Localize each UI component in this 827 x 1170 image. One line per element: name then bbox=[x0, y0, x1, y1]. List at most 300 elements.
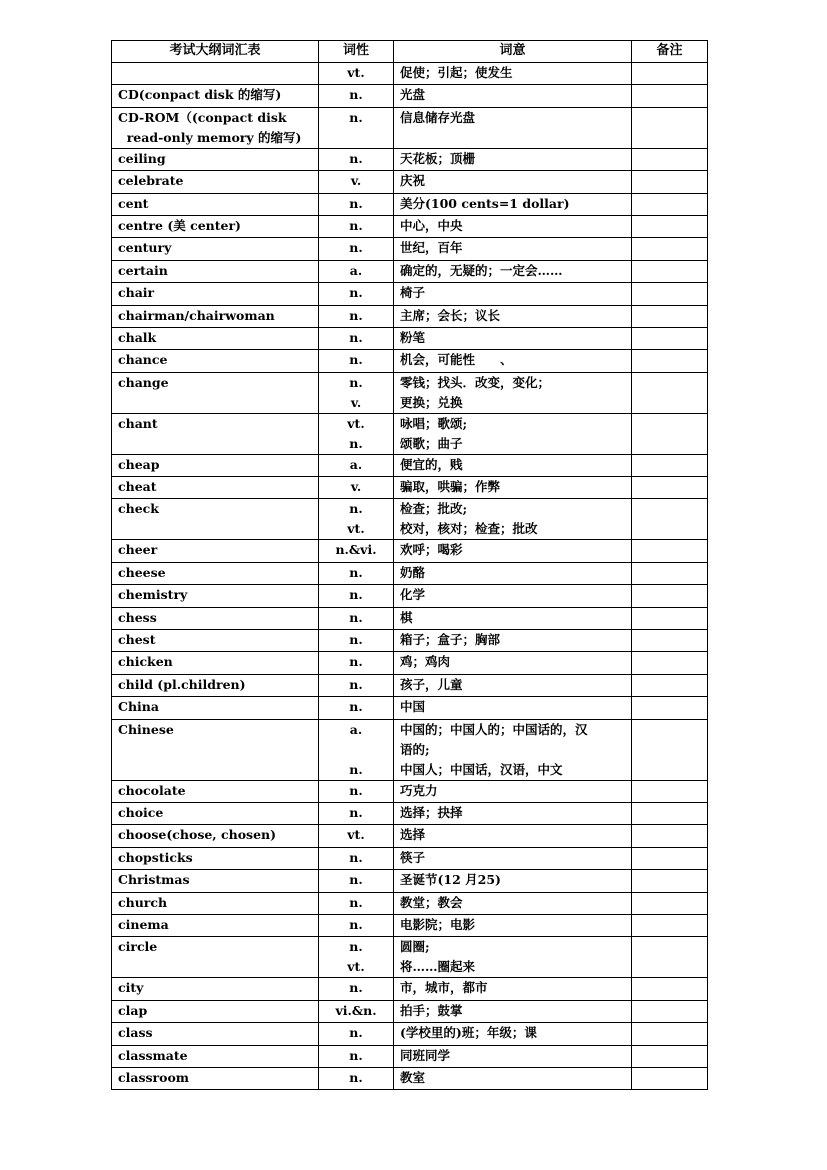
pos-cell bbox=[319, 802, 394, 824]
pos-cell bbox=[319, 652, 394, 674]
table-row bbox=[112, 499, 708, 540]
pos-cell bbox=[319, 937, 394, 978]
pos-cell bbox=[319, 870, 394, 892]
header-meaning: 词意 bbox=[394, 41, 632, 63]
pos-cell bbox=[319, 260, 394, 282]
word-cell-line: read-only memory 的缩写) bbox=[118, 129, 302, 145]
pos-cell-line: a. bbox=[349, 456, 363, 472]
note-cell bbox=[632, 978, 708, 1000]
note-cell-line bbox=[638, 499, 701, 519]
pos-cell-line: v. bbox=[350, 173, 362, 189]
note-cell bbox=[632, 607, 708, 629]
meaning-cell bbox=[394, 85, 632, 107]
pos-cell-line: n. bbox=[349, 782, 363, 798]
meaning-cell-line: 教堂；教会 bbox=[400, 894, 463, 910]
table-row bbox=[112, 780, 708, 802]
meaning-cell bbox=[394, 697, 632, 719]
pos-cell bbox=[319, 63, 394, 85]
meaning-cell-line: 鸡；鸡肉 bbox=[400, 654, 451, 670]
meaning-cell-line: 天花板；顶栅 bbox=[400, 150, 476, 166]
word-cell-line: cheat bbox=[118, 479, 157, 495]
pos-cell bbox=[319, 305, 394, 327]
meaning-cell bbox=[394, 477, 632, 499]
meaning-cell bbox=[394, 350, 632, 372]
note-cell-line bbox=[638, 283, 701, 303]
pos-cell bbox=[319, 562, 394, 584]
meaning-cell bbox=[394, 607, 632, 629]
meaning-cell-line: 颂歌；曲子 bbox=[400, 435, 463, 451]
word-cell bbox=[112, 978, 319, 1000]
meaning-cell-line: (学校里的)班；年级；课 bbox=[400, 1025, 537, 1041]
word-cell-line: chest bbox=[118, 632, 156, 648]
word-cell bbox=[112, 327, 319, 349]
note-cell bbox=[632, 585, 708, 607]
pos-cell-line: a. bbox=[349, 721, 363, 737]
word-cell bbox=[112, 171, 319, 193]
table-row bbox=[112, 283, 708, 305]
word-cell-line: church bbox=[118, 894, 168, 910]
meaning-cell-line: 确定的，无疑的；一定会…… bbox=[400, 262, 563, 278]
meaning-cell bbox=[394, 719, 632, 780]
pos-cell-line: n. bbox=[349, 609, 363, 625]
note-cell bbox=[632, 719, 708, 780]
word-cell bbox=[112, 630, 319, 652]
table-row bbox=[112, 350, 708, 372]
meaning-cell-line: 咏唱；歌颂; bbox=[400, 415, 468, 431]
pos-cell-line: n. bbox=[349, 939, 363, 955]
note-cell-line bbox=[638, 414, 701, 434]
pos-cell-line: n. bbox=[349, 849, 363, 865]
meaning-cell-line: 中国人；中国话，汉语，中文 bbox=[400, 761, 563, 777]
header-word: 考试大纲词汇表 bbox=[112, 41, 319, 63]
meaning-cell-line: 庆祝 bbox=[400, 173, 426, 189]
word-cell-line: chopsticks bbox=[118, 849, 193, 865]
pos-cell bbox=[319, 674, 394, 696]
table-row bbox=[112, 215, 708, 237]
word-cell bbox=[112, 305, 319, 327]
meaning-cell-line: 教室 bbox=[400, 1069, 426, 1085]
pos-cell-line: n. bbox=[349, 307, 363, 323]
word-cell-line: cinema bbox=[118, 916, 169, 932]
word-cell bbox=[112, 63, 319, 85]
meaning-cell bbox=[394, 562, 632, 584]
word-cell-line: celebrate bbox=[118, 173, 184, 189]
meaning-cell-line: 拍手；鼓掌 bbox=[400, 1002, 463, 1018]
word-cell-line: CD(conpact disk 的缩写) bbox=[118, 87, 282, 103]
note-cell bbox=[632, 562, 708, 584]
note-cell-line bbox=[638, 720, 701, 740]
note-cell-line bbox=[638, 848, 701, 868]
pos-cell-line: n. bbox=[349, 676, 363, 692]
meaning-cell bbox=[394, 1045, 632, 1067]
meaning-cell-line: 信息储存光盘 bbox=[400, 109, 476, 125]
meaning-cell bbox=[394, 1023, 632, 1045]
note-cell-line bbox=[638, 328, 701, 348]
meaning-cell bbox=[394, 372, 632, 413]
meaning-cell bbox=[394, 847, 632, 869]
word-cell-line: change bbox=[118, 374, 169, 390]
word-cell bbox=[112, 674, 319, 696]
meaning-cell-line: 选择 bbox=[400, 827, 426, 843]
meaning-cell-line: 圆圈; bbox=[400, 939, 430, 955]
note-cell bbox=[632, 193, 708, 215]
word-cell-line: ceiling bbox=[118, 150, 166, 166]
note-cell bbox=[632, 847, 708, 869]
pos-cell-line: n. bbox=[349, 894, 363, 910]
pos-cell bbox=[319, 914, 394, 936]
pos-cell bbox=[319, 499, 394, 540]
note-cell-line bbox=[638, 261, 701, 281]
pos-cell bbox=[319, 350, 394, 372]
word-cell-line: chant bbox=[118, 415, 158, 431]
pos-cell bbox=[319, 283, 394, 305]
word-cell bbox=[112, 372, 319, 413]
meaning-cell-line: 零钱；找头．改变，变化； bbox=[400, 374, 551, 390]
note-cell bbox=[632, 914, 708, 936]
note-cell bbox=[632, 499, 708, 540]
meaning-cell bbox=[394, 305, 632, 327]
meaning-cell-line: 棋 bbox=[400, 609, 413, 625]
pos-cell-line: n. bbox=[349, 587, 363, 603]
meaning-cell bbox=[394, 327, 632, 349]
pos-cell bbox=[319, 238, 394, 260]
table-row bbox=[112, 85, 708, 107]
meaning-cell bbox=[394, 413, 632, 454]
meaning-cell-line: 箱子；盒子；胸部 bbox=[400, 632, 501, 648]
note-cell bbox=[632, 870, 708, 892]
word-cell-line: city bbox=[118, 980, 144, 996]
note-cell-line bbox=[638, 306, 701, 326]
meaning-cell-line: 同班同学 bbox=[400, 1047, 451, 1063]
table-row bbox=[112, 1023, 708, 1045]
meaning-cell bbox=[394, 674, 632, 696]
meaning-cell bbox=[394, 937, 632, 978]
meaning-cell-line: 语的; bbox=[400, 741, 430, 757]
meaning-cell-line: 骗取，哄骗；作弊 bbox=[400, 479, 501, 495]
note-cell bbox=[632, 802, 708, 824]
meaning-cell-line: 中心，中央 bbox=[400, 217, 463, 233]
meaning-cell bbox=[394, 802, 632, 824]
pos-cell-line: n. bbox=[349, 329, 363, 345]
table-row bbox=[112, 454, 708, 476]
meaning-cell-line: 将……圈起来 bbox=[400, 959, 476, 975]
word-cell bbox=[112, 870, 319, 892]
table-row bbox=[112, 260, 708, 282]
pos-cell-line: n. bbox=[349, 150, 363, 166]
pos-cell-line: vt. bbox=[347, 827, 365, 843]
note-cell-line bbox=[638, 563, 701, 583]
note-cell-line bbox=[638, 675, 701, 695]
note-cell-line bbox=[638, 1001, 701, 1021]
pos-cell bbox=[319, 327, 394, 349]
note-cell bbox=[632, 413, 708, 454]
table-row bbox=[112, 148, 708, 170]
table-row bbox=[112, 107, 708, 148]
word-cell bbox=[112, 238, 319, 260]
meaning-cell bbox=[394, 540, 632, 562]
meaning-cell bbox=[394, 215, 632, 237]
meaning-cell-line: 机会，可能性 、 bbox=[400, 352, 513, 368]
pos-cell bbox=[319, 477, 394, 499]
table-row bbox=[112, 674, 708, 696]
note-cell-line bbox=[638, 608, 701, 628]
table-row bbox=[112, 630, 708, 652]
meaning-cell-line: 促使；引起；使发生 bbox=[400, 65, 513, 80]
meaning-cell bbox=[394, 630, 632, 652]
note-cell-line bbox=[638, 216, 701, 236]
meaning-cell-line: 便宜的，贱 bbox=[400, 456, 463, 472]
pos-cell-line: n. bbox=[349, 352, 363, 368]
pos-cell bbox=[319, 780, 394, 802]
word-cell-line: cheap bbox=[118, 456, 160, 472]
word-cell bbox=[112, 1023, 319, 1045]
meaning-cell bbox=[394, 454, 632, 476]
word-cell bbox=[112, 540, 319, 562]
pos-cell-line: n. bbox=[349, 109, 363, 125]
word-cell bbox=[112, 585, 319, 607]
pos-cell bbox=[319, 540, 394, 562]
meaning-cell-line: 孩子，儿童 bbox=[400, 676, 463, 692]
table-row bbox=[112, 847, 708, 869]
pos-cell bbox=[319, 630, 394, 652]
meaning-cell bbox=[394, 914, 632, 936]
pos-cell-line: n. bbox=[349, 87, 363, 103]
table-row bbox=[112, 238, 708, 260]
pos-cell-line: n. bbox=[349, 632, 363, 648]
note-cell bbox=[632, 63, 708, 85]
note-cell-line bbox=[638, 108, 701, 128]
pos-cell-line: n. bbox=[349, 980, 363, 996]
pos-cell-line: n. bbox=[349, 1047, 363, 1063]
meaning-cell bbox=[394, 585, 632, 607]
pos-cell-line: n. bbox=[349, 564, 363, 580]
pos-cell bbox=[319, 171, 394, 193]
word-cell-line: chocolate bbox=[118, 782, 186, 798]
word-cell bbox=[112, 193, 319, 215]
pos-cell bbox=[319, 719, 394, 780]
note-cell-line bbox=[638, 697, 701, 717]
note-cell bbox=[632, 148, 708, 170]
table-row bbox=[112, 914, 708, 936]
note-cell-line bbox=[638, 540, 701, 560]
meaning-cell bbox=[394, 238, 632, 260]
pos-cell-line: n. bbox=[349, 435, 363, 451]
table-row bbox=[112, 825, 708, 847]
pos-cell-line: n. bbox=[349, 374, 363, 390]
table-row bbox=[112, 327, 708, 349]
note-cell-line bbox=[638, 85, 701, 105]
pos-cell bbox=[319, 585, 394, 607]
note-cell-line bbox=[638, 893, 701, 913]
table-row bbox=[112, 607, 708, 629]
meaning-cell-line: 更换；兑换 bbox=[400, 394, 463, 410]
word-cell bbox=[112, 847, 319, 869]
table-row bbox=[112, 63, 708, 85]
meaning-cell-line: 筷子 bbox=[400, 849, 426, 865]
table-row bbox=[112, 477, 708, 499]
note-cell-line bbox=[638, 870, 701, 890]
note-cell-line bbox=[638, 1068, 701, 1088]
meaning-cell-line: 检查；批改; bbox=[400, 501, 468, 517]
pos-cell-line: n. bbox=[349, 761, 363, 777]
pos-cell bbox=[319, 85, 394, 107]
note-cell bbox=[632, 1023, 708, 1045]
pos-cell-line: n. bbox=[349, 217, 363, 233]
word-cell bbox=[112, 697, 319, 719]
meaning-cell bbox=[394, 1067, 632, 1089]
note-cell bbox=[632, 350, 708, 372]
vocabulary-table bbox=[111, 40, 708, 1090]
note-cell-line bbox=[638, 585, 701, 605]
note-cell-line bbox=[638, 455, 701, 475]
pos-cell bbox=[319, 1000, 394, 1022]
word-cell bbox=[112, 477, 319, 499]
word-cell bbox=[112, 85, 319, 107]
pos-cell-line: n. bbox=[349, 1025, 363, 1041]
pos-cell-line: n. bbox=[349, 654, 363, 670]
word-cell bbox=[112, 283, 319, 305]
meaning-cell-line: 中国 bbox=[400, 699, 426, 715]
word-cell bbox=[112, 107, 319, 148]
note-cell-line bbox=[638, 149, 701, 169]
table-row bbox=[112, 1067, 708, 1089]
table-row bbox=[112, 937, 708, 978]
note-cell-line bbox=[638, 1023, 701, 1043]
word-cell bbox=[112, 1045, 319, 1067]
pos-cell-line: n. bbox=[349, 872, 363, 888]
note-cell-line bbox=[638, 978, 701, 998]
note-cell bbox=[632, 652, 708, 674]
note-cell bbox=[632, 630, 708, 652]
meaning-cell-line: 市，城市，都市 bbox=[400, 980, 488, 996]
table-row bbox=[112, 562, 708, 584]
word-cell bbox=[112, 260, 319, 282]
meaning-cell bbox=[394, 260, 632, 282]
meaning-cell bbox=[394, 825, 632, 847]
word-cell bbox=[112, 148, 319, 170]
table-row bbox=[112, 719, 708, 780]
note-cell bbox=[632, 454, 708, 476]
note-cell bbox=[632, 85, 708, 107]
meaning-cell bbox=[394, 171, 632, 193]
note-cell-line bbox=[638, 781, 701, 801]
pos-cell bbox=[319, 107, 394, 148]
word-cell-line: CD-ROM（(conpact disk bbox=[118, 109, 287, 125]
word-cell-line: clap bbox=[118, 1002, 148, 1018]
pos-cell bbox=[319, 148, 394, 170]
pos-cell bbox=[319, 215, 394, 237]
meaning-cell bbox=[394, 892, 632, 914]
word-cell-line: chemistry bbox=[118, 587, 188, 603]
note-cell-line bbox=[638, 171, 701, 191]
note-cell bbox=[632, 477, 708, 499]
pos-cell-line: n. bbox=[349, 699, 363, 715]
word-cell-line: chair bbox=[118, 285, 155, 301]
note-cell bbox=[632, 1067, 708, 1089]
note-cell bbox=[632, 372, 708, 413]
pos-cell bbox=[319, 454, 394, 476]
table-row bbox=[112, 171, 708, 193]
table-row bbox=[112, 652, 708, 674]
note-cell-line bbox=[638, 194, 701, 214]
meaning-cell-line: 校对，核对；检查；批改 bbox=[400, 521, 538, 537]
word-cell-line: cheer bbox=[118, 542, 158, 558]
table-row bbox=[112, 193, 708, 215]
word-cell bbox=[112, 914, 319, 936]
pos-cell-line: a. bbox=[349, 262, 363, 278]
meaning-cell bbox=[394, 499, 632, 540]
word-cell bbox=[112, 892, 319, 914]
table-row bbox=[112, 305, 708, 327]
pos-cell bbox=[319, 847, 394, 869]
meaning-cell bbox=[394, 1000, 632, 1022]
word-cell bbox=[112, 413, 319, 454]
word-cell-line: chairman/chairwoman bbox=[118, 307, 275, 323]
note-cell-line bbox=[638, 652, 701, 672]
header-part-of-speech: 词性 bbox=[319, 41, 394, 63]
word-cell-line: cent bbox=[118, 195, 149, 211]
pos-cell bbox=[319, 1023, 394, 1045]
word-cell-line: chance bbox=[118, 352, 168, 368]
note-cell bbox=[632, 825, 708, 847]
meaning-cell-line: 椅子 bbox=[400, 285, 426, 301]
note-cell-line bbox=[638, 915, 701, 935]
note-cell-line bbox=[638, 630, 701, 650]
meaning-cell bbox=[394, 193, 632, 215]
note-cell bbox=[632, 215, 708, 237]
meaning-cell bbox=[394, 148, 632, 170]
table-row bbox=[112, 1000, 708, 1022]
word-cell bbox=[112, 1067, 319, 1089]
pos-cell-line: vi.&n. bbox=[335, 1002, 377, 1018]
pos-cell-line: n. bbox=[349, 804, 363, 820]
word-cell bbox=[112, 802, 319, 824]
meaning-cell-line: 主席；会长；议长 bbox=[400, 307, 501, 323]
note-cell bbox=[632, 107, 708, 148]
note-cell bbox=[632, 260, 708, 282]
table-row bbox=[112, 413, 708, 454]
table-row bbox=[112, 540, 708, 562]
pos-cell bbox=[319, 1067, 394, 1089]
note-cell bbox=[632, 674, 708, 696]
meaning-cell-line: 奶酪 bbox=[400, 564, 426, 580]
word-cell bbox=[112, 719, 319, 780]
table-row bbox=[112, 1045, 708, 1067]
meaning-cell bbox=[394, 978, 632, 1000]
word-cell-line: classroom bbox=[118, 1069, 190, 1085]
pos-cell-line: n. bbox=[349, 285, 363, 301]
word-cell-line: chicken bbox=[118, 654, 173, 670]
pos-cell bbox=[319, 1045, 394, 1067]
pos-cell-line: n. bbox=[349, 501, 363, 517]
word-cell-line: check bbox=[118, 501, 159, 517]
meaning-cell bbox=[394, 780, 632, 802]
word-cell bbox=[112, 1000, 319, 1022]
pos-cell-line: vt. bbox=[347, 521, 365, 537]
note-cell bbox=[632, 283, 708, 305]
note-cell bbox=[632, 780, 708, 802]
table-header-row bbox=[112, 41, 708, 63]
table-row bbox=[112, 978, 708, 1000]
word-cell-line: choose(chose, chosen) bbox=[118, 827, 277, 843]
note-cell bbox=[632, 540, 708, 562]
pos-cell-line: n.&vi. bbox=[335, 542, 377, 558]
pos-cell-line: v. bbox=[350, 394, 362, 410]
meaning-cell-line: 化学 bbox=[400, 587, 426, 603]
note-cell-line bbox=[638, 238, 701, 258]
pos-cell-line: vt. bbox=[347, 65, 365, 80]
pos-cell-line: n. bbox=[349, 916, 363, 932]
